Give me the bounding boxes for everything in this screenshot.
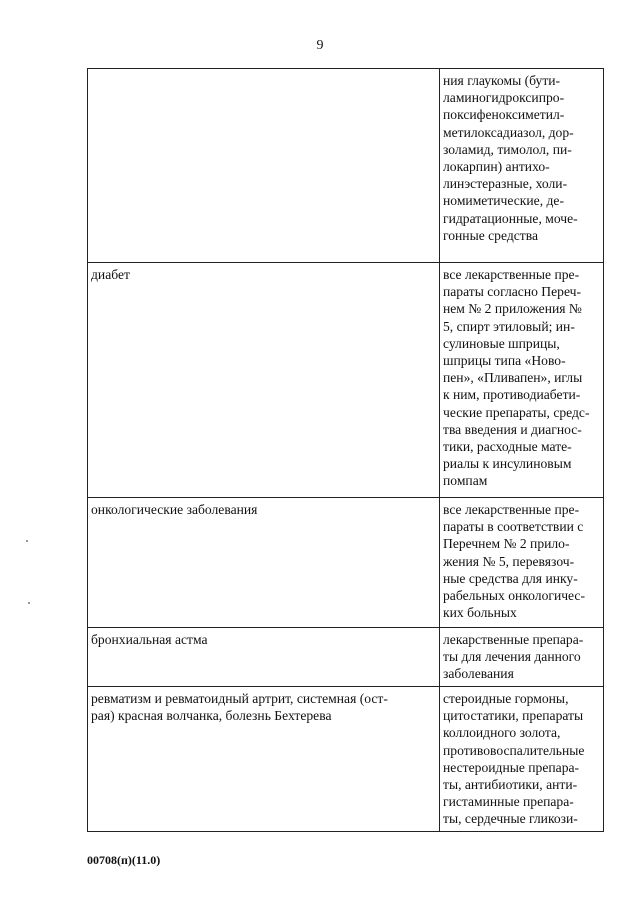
scan-speck <box>26 540 28 542</box>
medications-text: все лекарственные пре- параты в соответствии с Перечнем № 2 прило- жения № 5, перевязоч- ные средства для инку- рабельных онкологичес- ких больных <box>443 502 585 621</box>
table-cell-condition <box>88 687 440 832</box>
table-row <box>88 628 604 687</box>
condition-text: онкологические заболевания <box>91 502 258 517</box>
table-cell-medications <box>440 687 604 832</box>
table-cell-medications <box>440 263 604 498</box>
medications-text: лекарственные препара- ты для лечения данного заболевания <box>443 632 584 682</box>
table-cell-condition <box>88 628 440 687</box>
medication-table <box>87 68 604 832</box>
table-cell-medications <box>440 69 604 263</box>
table-cell-condition <box>88 69 440 263</box>
table-row <box>88 498 604 628</box>
table-cell-medications <box>440 498 604 628</box>
table-cell-condition <box>88 263 440 498</box>
medications-text: стероидные гормоны, цитостатики, препараты коллоидного золота, противовоспалительные нестероидные препара- ты, антибиотики, анти- гистаминные препара- ты, сердечные гликози- <box>443 691 585 827</box>
table-row <box>88 687 604 832</box>
condition-text: бронхиальная астма <box>91 632 208 647</box>
page-number: 9 <box>316 38 324 53</box>
medications-text: ния глаукомы (бути- ламиногидроксипро- поксифеноксиметил- метилоксадиазол, дор- золамид, тимолол, пи- локарпин) антихо- линэстеразные, холи- номиметические, де- гидратационные, моче- гонные средства <box>443 73 578 243</box>
table-row <box>88 69 604 263</box>
table-row <box>88 263 604 498</box>
condition-text: ревматизм и ревматоидный артрит, системная (ост- рая) красная волчанка, болезнь Бехтерева <box>91 691 388 724</box>
document-code: 00708(п)(11.0) <box>87 853 161 867</box>
scan-speck <box>28 602 30 604</box>
table-cell-medications <box>440 628 604 687</box>
condition-text: диабет <box>91 267 130 282</box>
table-cell-condition <box>88 498 440 628</box>
medications-text: все лекарственные пре- параты согласно Переч- нем № 2 приложения № 5, спирт этиловый; ин- сулиновые шприцы, шприцы типа «Ново- пен», «Пливапен», иглы к ним, противодиабети- ческие препараты, средс- тва введения и диагнос- тики, расходные мате- риалы к инсулиновым помпам <box>443 267 590 489</box>
